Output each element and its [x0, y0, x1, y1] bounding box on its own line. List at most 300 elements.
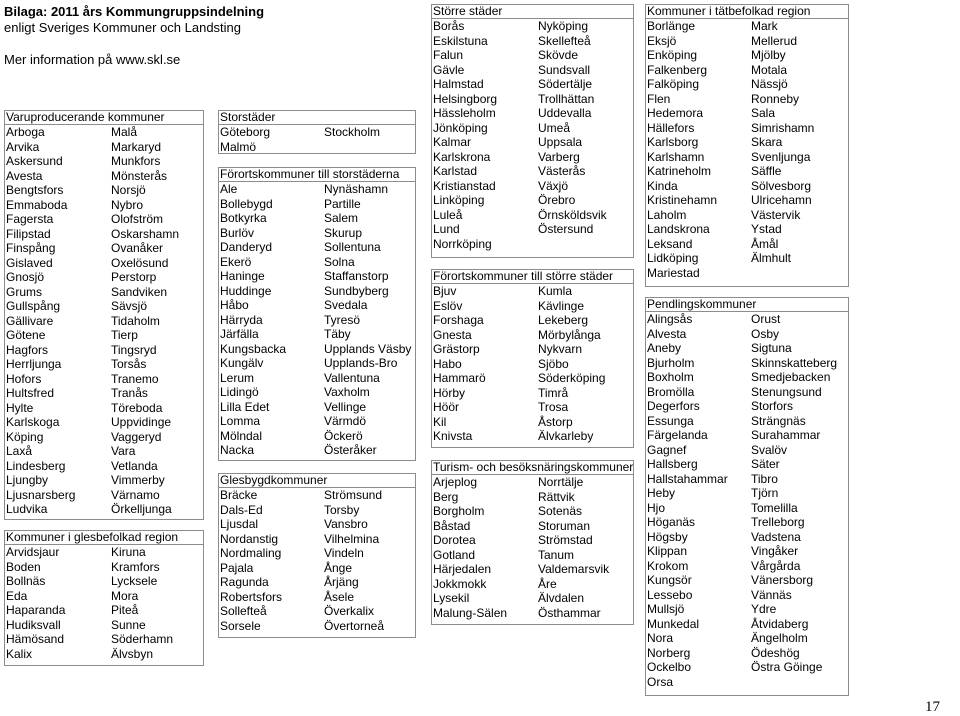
- municipality-name: Ulricehamn: [751, 193, 812, 207]
- municipality-name: Sunne: [111, 617, 146, 632]
- municipality-row: [5, 154, 203, 169]
- municipality-name: Vimmerby: [111, 473, 165, 487]
- municipality-name: Karlstad: [433, 164, 478, 178]
- municipality-name: Salem: [324, 211, 359, 225]
- municipality-row: [5, 270, 203, 285]
- municipality-name: Sandviken: [111, 284, 168, 299]
- municipality-name: Kiruna: [111, 545, 146, 559]
- municipality-name: Ljungby: [6, 473, 49, 487]
- municipality-name: Arvidsjaur: [6, 545, 60, 559]
- municipality-row: [5, 647, 203, 662]
- municipality-row: [432, 237, 633, 252]
- municipality-row: [432, 519, 633, 534]
- municipality-name: Öckerö: [324, 428, 363, 443]
- municipality-row: [5, 314, 203, 329]
- municipality-name: Lindesberg: [6, 458, 66, 473]
- municipality-name: Gnesta: [433, 327, 472, 342]
- municipality-name: Hallstahammar: [647, 471, 728, 486]
- municipality-name: Gnosjö: [6, 270, 45, 284]
- municipality-name: Pajala: [220, 560, 254, 575]
- municipality-name: Ystad: [751, 222, 782, 236]
- municipality-name: Vara: [111, 444, 136, 458]
- municipality-name: Nykvarn: [538, 342, 583, 356]
- municipality-row: [5, 227, 203, 242]
- municipality-name: Östersund: [538, 222, 594, 236]
- municipality-row: [219, 284, 415, 299]
- municipality-row: [5, 401, 203, 416]
- municipality-list: [5, 125, 203, 517]
- municipality-row: [219, 182, 415, 197]
- municipality-row: [646, 106, 848, 121]
- municipality-row: [432, 415, 633, 430]
- municipality-name: Mullsjö: [647, 602, 685, 616]
- municipality-name: Askersund: [6, 154, 63, 168]
- group-box-glesbefolkad-region: [4, 530, 204, 666]
- municipality-row: [646, 77, 848, 92]
- municipality-name: Essunga: [647, 413, 694, 428]
- municipality-name: Nordmaling: [220, 546, 282, 560]
- municipality-row: [5, 198, 203, 213]
- municipality-name: Tierp: [111, 328, 138, 342]
- municipality-row: [646, 19, 848, 34]
- page-subtitle: enligt Sveriges Kommuner och Landsting: [4, 20, 242, 35]
- municipality-name: Nordanstig: [220, 531, 279, 546]
- municipality-name: Heby: [647, 486, 676, 500]
- municipality-name: Hultsfred: [6, 386, 55, 400]
- page-title: Bilaga: 2011 års Kommungruppsindelning: [4, 4, 265, 19]
- municipality-row: [432, 400, 633, 415]
- municipality-name: Ängelholm: [751, 631, 808, 645]
- municipality-row: [646, 472, 848, 487]
- group-box-glesbygd: [218, 473, 416, 638]
- municipality-row: [5, 328, 203, 343]
- municipality-name: Helsingborg: [433, 91, 498, 106]
- municipality-name: Boden: [6, 559, 41, 574]
- municipality-name: Håbo: [220, 298, 249, 312]
- municipality-name: Knivsta: [433, 429, 473, 443]
- municipality-name: Dals-Ed: [220, 502, 263, 517]
- municipality-row: [646, 501, 848, 516]
- municipality-name: Härryda: [220, 312, 263, 327]
- municipality-name: Ale: [220, 182, 238, 196]
- municipality-name: Ljusnarsberg: [6, 487, 76, 502]
- municipality-name: Hedemora: [647, 106, 704, 120]
- municipality-row: [646, 602, 848, 617]
- group-box-storstader: [218, 110, 416, 154]
- municipality-name: Vårgårda: [751, 558, 801, 573]
- group-box-turism: [431, 460, 634, 625]
- municipality-name: Orust: [751, 312, 781, 326]
- municipality-name: Varberg: [538, 149, 580, 164]
- municipality-name: Torsås: [111, 357, 147, 371]
- municipality-name: Tingsryd: [111, 342, 157, 357]
- municipality-row: [646, 266, 848, 281]
- group-box-pendling: [645, 297, 849, 696]
- municipality-name: Vilhelmina: [324, 531, 380, 546]
- group-title: Kommuner i tätbefolkad region: [646, 5, 848, 19]
- municipality-row: [432, 121, 633, 136]
- municipality-name: Örkelljunga: [111, 502, 172, 516]
- municipality-name: Örnsköldsvik: [538, 207, 607, 222]
- municipality-name: Åmål: [751, 236, 779, 251]
- municipality-row: [432, 19, 633, 34]
- municipality-name: Lomma: [220, 414, 261, 428]
- municipality-row: [432, 63, 633, 78]
- municipality-name: Lessebo: [647, 587, 693, 602]
- municipality-name: Jokkmokk: [433, 576, 487, 591]
- municipality-name: Töreboda: [111, 400, 163, 415]
- municipality-row: [432, 150, 633, 165]
- municipality-row: [432, 342, 633, 357]
- municipality-name: Mariestad: [647, 265, 700, 280]
- municipality-row: [432, 77, 633, 92]
- municipality-name: Västervik: [751, 207, 801, 222]
- municipality-name: Sorsele: [220, 618, 261, 633]
- municipality-name: Karlshamn: [647, 149, 705, 164]
- municipality-row: [432, 135, 633, 150]
- municipality-name: Älvkarleby: [538, 429, 594, 443]
- municipality-name: Karlskoga: [6, 415, 60, 429]
- municipality-list: [219, 488, 415, 633]
- municipality-row: [432, 504, 633, 519]
- municipality-row: [432, 548, 633, 563]
- municipality-name: Värnamo: [111, 487, 160, 502]
- municipality-row: [646, 150, 848, 165]
- municipality-name: Lysekil: [433, 591, 470, 605]
- municipality-row: [646, 457, 848, 472]
- municipality-name: Ockelbo: [647, 660, 692, 674]
- municipality-name: Vindeln: [324, 546, 364, 560]
- municipality-name: Sotenäs: [538, 504, 583, 518]
- municipality-name: Sala: [751, 106, 776, 120]
- municipality-name: Kristinehamn: [647, 193, 718, 207]
- municipality-name: Nybro: [111, 197, 144, 212]
- municipality-name: Borgholm: [433, 504, 485, 518]
- municipality-name: Ydre: [751, 602, 777, 616]
- municipality-list: [432, 475, 633, 620]
- municipality-row: [219, 400, 415, 415]
- municipality-name: Burlöv: [220, 225, 255, 240]
- municipality-name: Ragunda: [220, 575, 269, 589]
- municipality-name: Upplands Väsby: [324, 341, 412, 356]
- municipality-list: [219, 182, 415, 458]
- municipality-name: Bengtsfors: [6, 183, 64, 197]
- municipality-row: [219, 342, 415, 357]
- municipality-name: Storuman: [538, 518, 591, 533]
- municipality-name: Grästorp: [433, 342, 480, 356]
- municipality-row: [646, 530, 848, 545]
- municipality-name: Uddevalla: [538, 106, 592, 120]
- group-box-forort-storstad: [218, 167, 416, 461]
- municipality-name: Köping: [6, 429, 44, 444]
- municipality-name: Mölndal: [220, 428, 263, 443]
- municipality-name: Svalöv: [751, 442, 788, 457]
- municipality-name: Kalix: [6, 646, 33, 661]
- municipality-row: [5, 545, 203, 560]
- municipality-row: [432, 284, 633, 299]
- municipality-name: Eslöv: [433, 298, 463, 313]
- municipality-name: Tjörn: [751, 486, 779, 500]
- group-title: Glesbygdkommuner: [219, 474, 415, 488]
- municipality-row: [432, 371, 633, 386]
- municipality-row: [5, 299, 203, 314]
- municipality-name: Oskarshamn: [111, 226, 180, 241]
- municipality-name: Hjo: [647, 500, 666, 515]
- municipality-name: Berg: [433, 489, 459, 504]
- municipality-name: Skövde: [538, 48, 579, 62]
- municipality-name: Katrineholm: [647, 164, 712, 178]
- municipality-row: [646, 237, 848, 252]
- municipality-name: Hallsberg: [647, 457, 698, 471]
- municipality-name: Ludvika: [6, 502, 48, 516]
- municipality-name: Vansbro: [324, 517, 368, 531]
- municipality-name: Överkalix: [324, 604, 375, 618]
- group-title: Varuproducerande kommuner: [5, 111, 203, 125]
- municipality-name: Sölvesborg: [751, 178, 812, 193]
- municipality-row: [646, 660, 848, 675]
- municipality-name: Grums: [6, 284, 42, 299]
- municipality-name: Strängnäs: [751, 413, 806, 428]
- municipality-name: Falköping: [647, 77, 700, 91]
- municipality-name: Lerum: [220, 370, 255, 385]
- municipality-name: Värmdö: [324, 414, 367, 428]
- municipality-row: [5, 560, 203, 575]
- municipality-name: Hörby: [433, 385, 466, 400]
- municipality-name: Eskilstuna: [433, 33, 488, 48]
- municipality-row: [432, 48, 633, 63]
- municipality-name: Vännäs: [751, 587, 792, 602]
- municipality-row: [219, 517, 415, 532]
- municipality-list: [5, 545, 203, 661]
- municipality-row: [219, 385, 415, 400]
- municipality-row: [646, 356, 848, 371]
- municipality-row: [432, 386, 633, 401]
- municipality-row: [432, 92, 633, 107]
- municipality-name: Övertorneå: [324, 618, 385, 633]
- municipality-row: [5, 372, 203, 387]
- municipality-name: Osby: [751, 326, 780, 341]
- municipality-row: [646, 251, 848, 266]
- municipality-name: Gällivare: [6, 313, 54, 328]
- municipality-name: Mjölby: [751, 48, 786, 62]
- municipality-row: [432, 164, 633, 179]
- municipality-name: Sävsjö: [111, 299, 148, 313]
- municipality-row: [432, 313, 633, 328]
- municipality-name: Norberg: [647, 645, 691, 660]
- municipality-name: Timrå: [538, 385, 569, 400]
- municipality-name: Åtvidaberg: [751, 616, 809, 631]
- municipality-name: Bjurholm: [647, 355, 695, 370]
- municipality-name: Båstad: [433, 518, 471, 533]
- group-title: Kommuner i glesbefolkad region: [5, 531, 203, 545]
- municipality-row: [219, 503, 415, 518]
- municipality-row: [219, 590, 415, 605]
- municipality-name: Haninge: [220, 269, 265, 283]
- page-number: 17: [925, 699, 940, 715]
- municipality-name: Höör: [433, 400, 460, 414]
- municipality-name: Nässjö: [751, 77, 788, 91]
- municipality-row: [646, 63, 848, 78]
- municipality-name: Danderyd: [220, 240, 273, 254]
- municipality-row: [646, 443, 848, 458]
- municipality-name: Orsa: [647, 674, 674, 689]
- municipality-name: Tranås: [111, 386, 148, 400]
- municipality-name: Lund: [433, 222, 460, 236]
- municipality-name: [750, 675, 751, 690]
- municipality-name: Årjäng: [324, 575, 359, 589]
- municipality-row: [219, 327, 415, 342]
- municipality-name: Sollentuna: [324, 240, 381, 254]
- municipality-name: Borlänge: [647, 19, 696, 33]
- municipality-name: Ljusdal: [220, 517, 259, 531]
- municipality-name: Piteå: [111, 603, 139, 617]
- municipality-row: [219, 226, 415, 241]
- municipality-row: [219, 619, 415, 634]
- municipality-row: [219, 561, 415, 576]
- municipality-row: [5, 357, 203, 372]
- municipality-name: Lidköping: [647, 251, 699, 265]
- municipality-name: Tomelilla: [751, 500, 798, 515]
- municipality-name: Landskrona: [647, 222, 710, 236]
- municipality-row: [646, 370, 848, 385]
- municipality-row: [646, 193, 848, 208]
- municipality-row: [219, 532, 415, 547]
- municipality-row: [646, 341, 848, 356]
- municipality-row: [219, 255, 415, 270]
- municipality-row: [219, 575, 415, 590]
- municipality-name: Ronneby: [751, 91, 800, 106]
- municipality-name: Härjedalen: [433, 562, 492, 576]
- municipality-row: [432, 577, 633, 592]
- municipality-name: Uppsala: [538, 135, 583, 149]
- municipality-name: Oxelösund: [111, 255, 169, 270]
- municipality-row: [5, 140, 203, 155]
- municipality-name: Staffanstorp: [324, 269, 389, 283]
- municipality-row: [646, 646, 848, 661]
- municipality-name: Laxå: [6, 444, 33, 458]
- municipality-name: Malung-Sälen: [433, 605, 508, 620]
- municipality-name: Mörbylånga: [538, 327, 601, 342]
- municipality-row: [219, 604, 415, 619]
- group-title: Storstäder: [219, 111, 415, 125]
- municipality-name: Motala: [751, 62, 788, 77]
- municipality-name: Leksand: [647, 236, 693, 251]
- municipality-name: Karlskrona: [433, 149, 491, 164]
- municipality-name: Torsby: [324, 502, 360, 517]
- municipality-name: Hällefors: [647, 120, 695, 135]
- municipality-name: Kil: [433, 414, 447, 429]
- municipality-name: Malmö: [220, 139, 257, 154]
- municipality-row: [432, 357, 633, 372]
- municipality-name: Kävlinge: [538, 298, 585, 313]
- municipality-row: [5, 502, 203, 517]
- municipality-name: Vetlanda: [111, 458, 158, 473]
- municipality-row: [5, 574, 203, 589]
- municipality-name: Tyresö: [324, 312, 361, 327]
- municipality-name: Arboga: [6, 125, 45, 139]
- municipality-row: [5, 430, 203, 445]
- municipality-row: [646, 428, 848, 443]
- municipality-name: Östra Göinge: [751, 660, 823, 674]
- municipality-name: Skurup: [324, 225, 363, 240]
- group-box-tatbefolkad-region: [645, 4, 849, 287]
- municipality-name: Partille: [324, 196, 361, 211]
- municipality-name: Älvdalen: [538, 591, 585, 605]
- municipality-name: Storfors: [751, 399, 794, 413]
- municipality-name: Nyköping: [538, 19, 589, 33]
- municipality-name: Filipstad: [6, 226, 51, 241]
- municipality-name: Degerfors: [647, 399, 700, 413]
- municipality-name: Boxholm: [647, 370, 694, 384]
- municipality-name: Kinda: [647, 178, 678, 193]
- municipality-row: [219, 197, 415, 212]
- municipality-row: [5, 459, 203, 474]
- municipality-name: [537, 237, 538, 252]
- municipality-row: [5, 256, 203, 271]
- group-title: Turism- och besöksnäringskommuner: [433, 460, 634, 474]
- municipality-name: Alingsås: [647, 312, 693, 326]
- municipality-row: [432, 299, 633, 314]
- municipality-name: Krokom: [647, 558, 689, 573]
- municipality-name: Luleå: [433, 207, 463, 222]
- municipality-name: Falun: [433, 48, 464, 62]
- municipality-name: Hagfors: [6, 342, 49, 357]
- municipality-row: [5, 125, 203, 140]
- municipality-name: Hässleholm: [433, 106, 496, 120]
- municipality-name: [750, 266, 751, 281]
- group-title: Förortskommuner till storstäderna: [219, 168, 415, 182]
- municipality-name: Svenljunga: [751, 149, 811, 164]
- municipality-row: [432, 533, 633, 548]
- municipality-name: Lilla Edet: [220, 399, 270, 414]
- municipality-name: Säter: [751, 457, 780, 471]
- municipality-row: [646, 588, 848, 603]
- municipality-row: [5, 169, 203, 184]
- municipality-name: Habo: [433, 356, 462, 371]
- municipality-name: Eda: [6, 588, 28, 603]
- group-box-storre-stader: [431, 4, 634, 258]
- municipality-name: Älmhult: [751, 251, 792, 265]
- municipality-row: [5, 343, 203, 358]
- municipality-name: Vellinge: [324, 399, 367, 414]
- more-info-link[interactable]: Mer information på www.skl.se: [4, 52, 181, 67]
- municipality-name: Ekerö: [220, 254, 252, 269]
- municipality-row: [219, 240, 415, 255]
- municipality-name: Bjuv: [433, 284, 457, 298]
- municipality-name: Valdemarsvik: [538, 562, 610, 576]
- municipality-name: Sigtuna: [751, 341, 792, 355]
- municipality-row: [646, 414, 848, 429]
- municipality-name: Svedala: [324, 298, 368, 312]
- municipality-row: [432, 222, 633, 237]
- group-title: Pendlingskommuner: [646, 298, 848, 312]
- municipality-name: Södertälje: [538, 77, 593, 91]
- municipality-name: Strömstad: [538, 533, 593, 547]
- group-box-forort-storre-stader: [431, 269, 634, 448]
- municipality-name: Växjö: [538, 178, 569, 193]
- municipality-name: Täby: [324, 327, 351, 341]
- municipality-name: Nacka: [220, 443, 255, 457]
- municipality-name: Klippan: [647, 544, 688, 558]
- municipality-name: Sjöbo: [538, 356, 569, 371]
- municipality-row: [646, 164, 848, 179]
- municipality-list: [646, 312, 848, 689]
- municipality-name: Lycksele: [111, 574, 158, 588]
- municipality-row: [432, 429, 633, 444]
- municipality-name: Järfälla: [220, 327, 259, 341]
- municipality-row: [432, 328, 633, 343]
- municipality-row: [432, 208, 633, 223]
